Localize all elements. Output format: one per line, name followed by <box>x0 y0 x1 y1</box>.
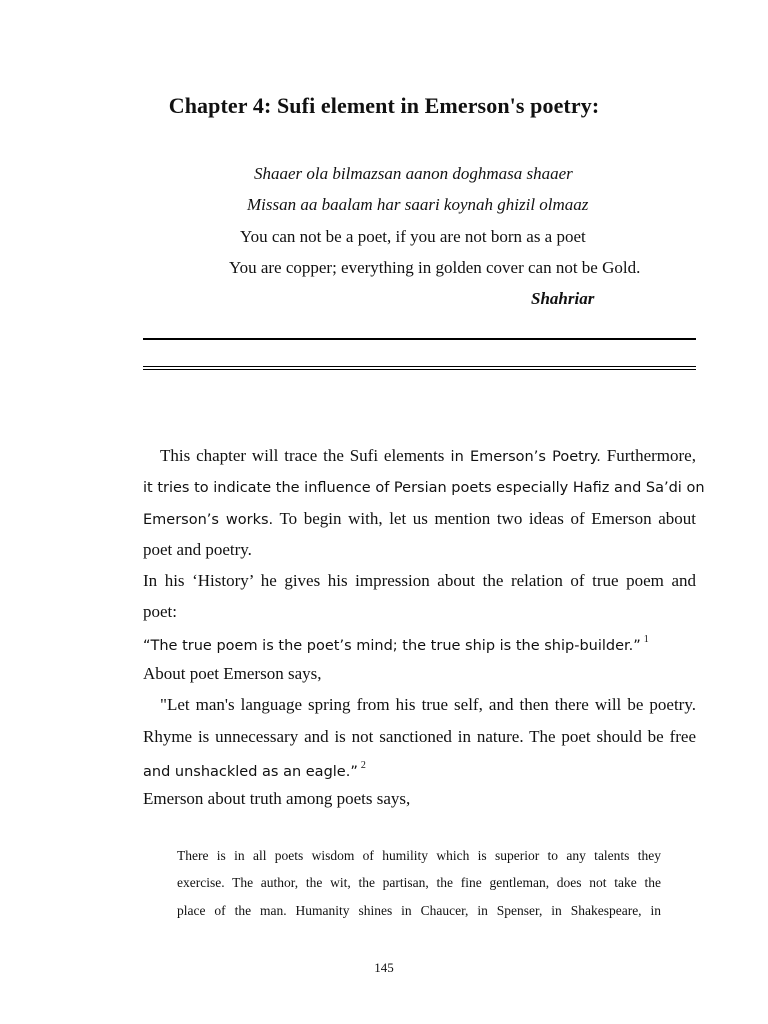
paragraph-2-line-2: poet: <box>143 602 177 621</box>
quote-2-line-1: "Let man's language spring from his true self, and then there will be poetry. <box>160 695 696 714</box>
quote-2-line-2: Rhyme is unnecessary and is not sanctioned in nature. The poet should be free <box>143 727 696 746</box>
text-fragment: This chapter will trace the Sufi elements <box>160 446 445 465</box>
paragraph-2-line-1: In his ‘History’ he gives his impression about the relation of true poem and <box>143 571 696 590</box>
text-fragment: in Emerson’s Poetry. <box>444 449 601 465</box>
quote-1-text: “The true poem is the poet’s mind; the true ship is the ship-builder.” <box>143 638 641 654</box>
paragraph-4: Emerson about truth among poets says, <box>143 789 411 808</box>
quote-1 <box>143 634 696 655</box>
block-quote-line-1: There is in all poets wisdom of humility which is superior to any talents they <box>177 848 661 863</box>
footnote-marker: 2 <box>360 760 366 771</box>
chapter-title: Chapter 4: Sufi element in Emerson's poetry: <box>168 93 600 118</box>
block-quote-line-2: exercise. The author, the wit, the partisan, the fine gentleman, does not take the <box>177 875 661 890</box>
text-fragment: To begin with, let us mention two ideas of Emerson about <box>273 509 697 528</box>
quote-2-text: and unshackled as an eagle.” <box>143 764 358 780</box>
separator-rule <box>143 338 696 340</box>
paragraph-1-line-3 <box>143 509 696 529</box>
separator-double-rule <box>143 366 696 370</box>
paragraph-1-line-1 <box>143 446 696 466</box>
page-number: 145 <box>374 960 394 975</box>
text-fragment: Furthermore, <box>600 446 696 465</box>
paragraph-1-line-2: it tries to indicate the influence of Persian poets especially Hafiz and Sa’di on <box>143 480 705 496</box>
epigraph-author: Shahriar <box>531 289 595 308</box>
epigraph-line-3: You can not be a poet, if you are not born as a poet <box>240 227 586 246</box>
quote-2-line-3 <box>143 760 696 781</box>
epigraph-line-2: Missan aa baalam har saari koynah ghizil olmaaz <box>247 195 589 214</box>
block-quote-line-3: place of the man. Humanity shines in Chaucer, in Spenser, in Shakespeare, in <box>177 903 661 918</box>
paragraph-1-line-4: poet and poetry. <box>143 540 252 559</box>
text-fragment: Emerson’s works. <box>143 512 274 528</box>
epigraph-line-1: Shaaer ola bilmazsan aanon doghmasa shaaer <box>254 164 573 183</box>
paragraph-3: About poet Emerson says, <box>143 664 322 683</box>
epigraph-line-4: You are copper; everything in golden cover can not be Gold. <box>229 258 641 277</box>
footnote-marker: 1 <box>643 634 649 645</box>
